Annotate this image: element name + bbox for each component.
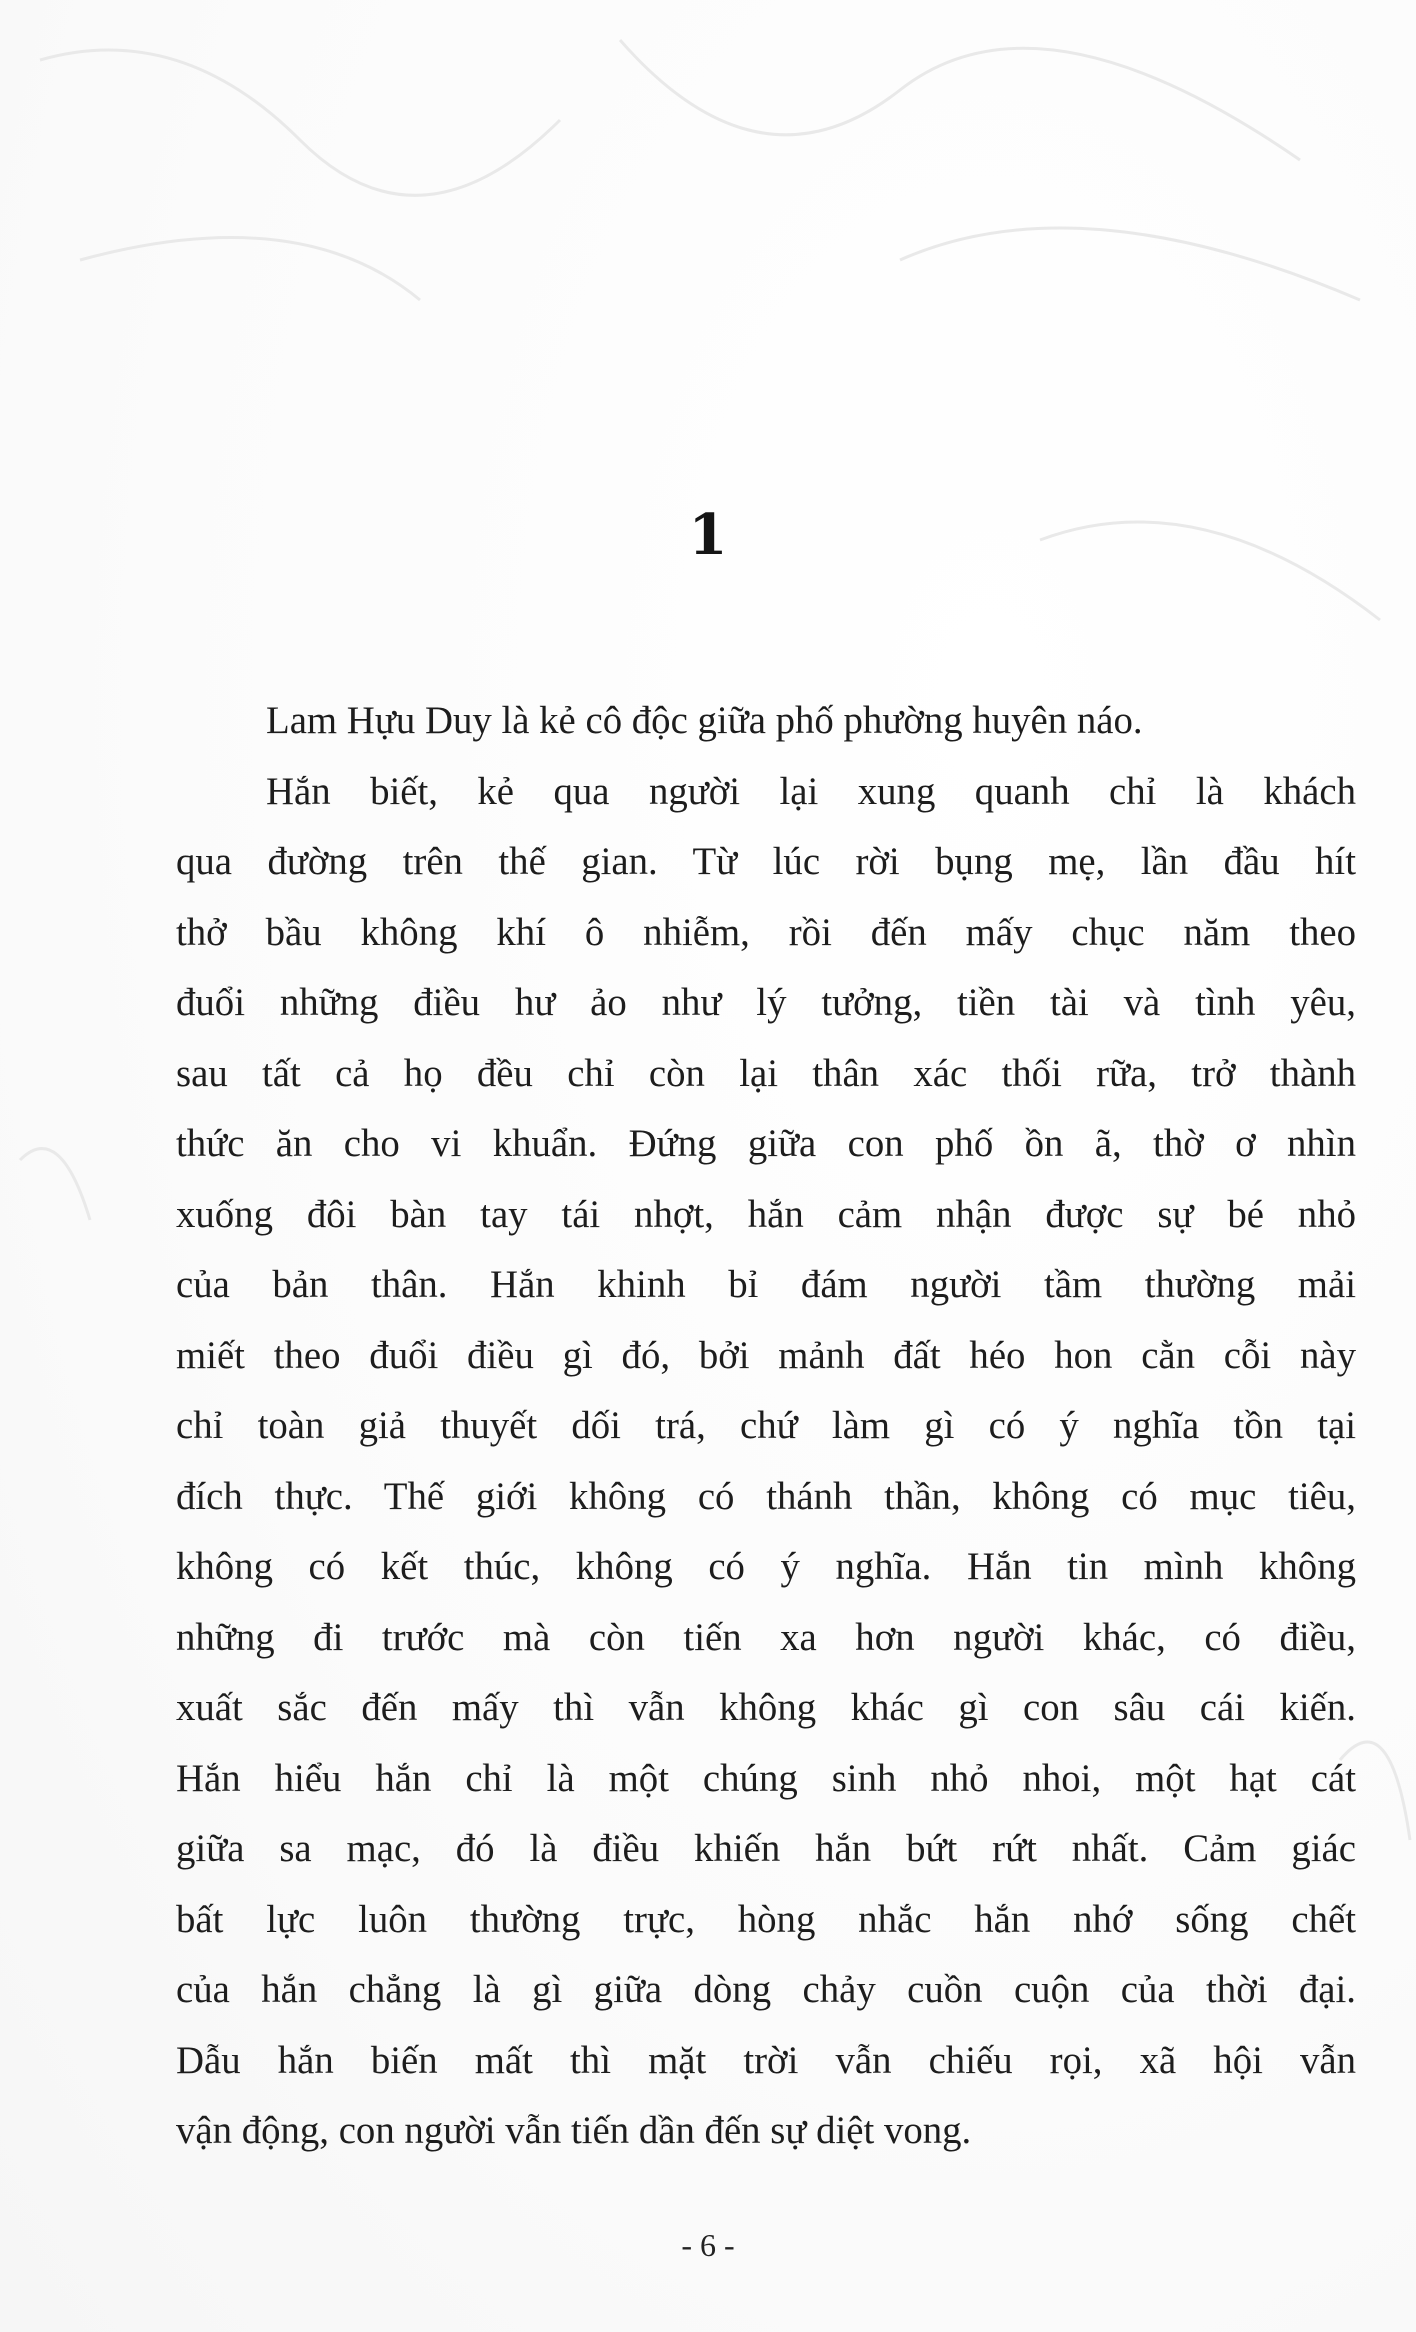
- paragraph: [176, 757, 1356, 2167]
- text-line: miết theo đuổi điều gì đó, bởi mảnh đất héo hon cằn cỗi này: [176, 1333, 1356, 1377]
- text-line: của bản thân. Hắn khinh bỉ đám người tầm thường mải: [176, 1263, 1356, 1306]
- text-line: giữa sa mạc, đó là điều khiến hắn bứt rứt nhất. Cảm giác: [176, 1827, 1356, 1870]
- text-line: thở bầu không khí ô nhiễm, rồi đến mấy chục năm theo: [176, 910, 1356, 954]
- text-line: sau tất cả họ đều chỉ còn lại thân xác thối rữa, trở thành: [176, 1051, 1356, 1095]
- text-line: bất lực luôn thường trực, hòng nhắc hắn nhớ sống chết: [176, 1897, 1356, 1941]
- text-line: Hắn hiểu hắn chỉ là một chúng sinh nhỏ nhoi, một hạt cát: [176, 1756, 1356, 1800]
- text-line: của hắn chẳng là gì giữa dòng chảy cuồn cuộn của thời đại.: [176, 1968, 1356, 2011]
- chapter-body: [176, 686, 1356, 2167]
- text-line: chỉ toàn giả thuyết dối trá, chứ làm gì có ý nghĩa tồn tại: [176, 1404, 1356, 1447]
- text-line: những đi trước mà còn tiến xa hơn người khác, có điều,: [176, 1615, 1356, 1659]
- chapter-number: 1: [688, 502, 728, 568]
- text-line: vận động, con người vẫn tiến dần đến sự diệt vong.: [176, 2109, 972, 2152]
- text-line: qua đường trên thế gian. Từ lúc rời bụng mẹ, lần đầu hít: [176, 840, 1356, 883]
- text-line: đích thực. Thế giới không có thánh thần, không có mục tiêu,: [176, 1474, 1356, 1518]
- page-number: - 6 -: [681, 2227, 735, 2263]
- text-line: Lam Hựu Duy là kẻ cô độc giữa phố phường huyên náo.: [266, 699, 1143, 742]
- paragraph: [176, 686, 1356, 757]
- text-line: không có kết thúc, không có ý nghĩa. Hắn tin mình không: [176, 1545, 1356, 1588]
- text-line: Hắn biết, kẻ qua người lại xung quanh chỉ là khách: [266, 769, 1356, 813]
- text-line: Dẫu hắn biến mất thì mặt trời vẫn chiếu rọi, xã hội vẫn: [176, 2038, 1356, 2082]
- text-line: xuống đôi bàn tay tái nhợt, hắn cảm nhận được sự bé nhỏ: [176, 1192, 1356, 1236]
- text-line: thức ăn cho vi khuẩn. Đứng giữa con phố ồn ã, thờ ơ nhìn: [176, 1122, 1356, 1165]
- text-line: đuổi những điều hư ảo như lý tưởng, tiền tài và tình yêu,: [176, 981, 1356, 1024]
- text-line: xuất sắc đến mấy thì vẫn không khác gì con sâu cái kiến.: [176, 1686, 1356, 1729]
